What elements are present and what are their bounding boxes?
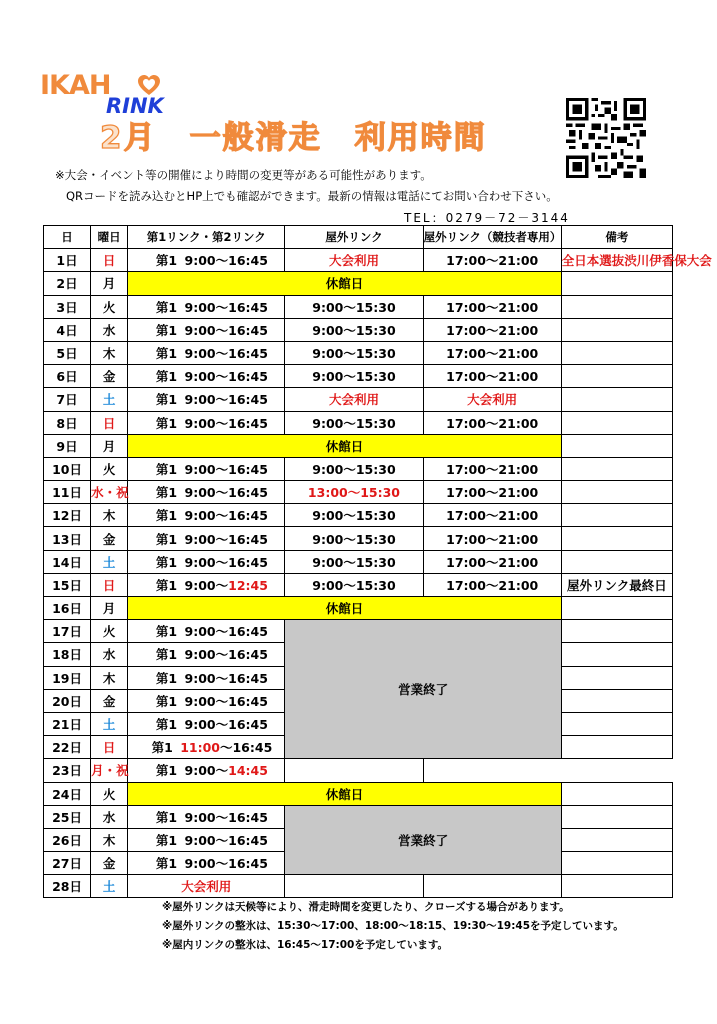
table-row <box>44 620 673 643</box>
weekday-cell: 金 <box>91 365 128 388</box>
rink12-cell <box>128 527 285 550</box>
day-cell: 16日 <box>44 597 91 620</box>
day-cell: 5日 <box>44 341 91 364</box>
rink12-time: 9:00～16:45 <box>184 299 268 315</box>
table-row <box>44 573 673 596</box>
footnote-indoor-resurfacing: ※屋内リンクの整氷は、16:45～17:00を予定しています。 <box>162 939 449 951</box>
weekday-cell: 金 <box>91 852 128 875</box>
day-cell: 13日 <box>44 527 91 550</box>
table-row <box>44 388 673 411</box>
table-row <box>44 805 673 828</box>
day-cell: 28日 <box>44 875 91 898</box>
rink12-time: 9:00～16:45 <box>184 346 268 362</box>
day-cell: 15日 <box>44 573 91 596</box>
notes-cell <box>561 620 672 643</box>
closed-day-cell: 休館日 <box>128 597 562 620</box>
weekday-cell: 金 <box>91 527 128 550</box>
notes-cell <box>561 643 672 666</box>
table-row <box>44 457 673 480</box>
header-day: 日 <box>44 226 91 249</box>
rink-label: 第1 <box>155 531 178 547</box>
competitor-cell: 17:00～21:00 <box>423 341 561 364</box>
rink12-cell <box>128 550 285 573</box>
rink12-time: 9:00～16:45 <box>184 461 268 477</box>
weekday-cell: 水 <box>91 643 128 666</box>
rink-label: 第1 <box>155 299 178 315</box>
competitor-cell: 17:00～21:00 <box>423 457 561 480</box>
rink-label: 第1 <box>155 717 178 733</box>
weekday-cell: 水 <box>91 805 128 828</box>
rink-label: 第1 <box>155 322 178 338</box>
notes-cell <box>561 805 672 828</box>
rink-label: 第1 <box>155 809 178 825</box>
day-cell: 22日 <box>44 736 91 759</box>
day-cell: 4日 <box>44 318 91 341</box>
rink12-time: 9:00～16:45 <box>184 322 268 338</box>
day-cell: 11日 <box>44 481 91 504</box>
outdoor-cell: 9:00～15:30 <box>285 457 423 480</box>
business-ended-cell: 営業終了 <box>285 805 561 875</box>
footnote-outdoor-resurfacing: ※屋外リンクの整氷は、15:30～17:00、18:00～18:15、19:30～19:45を予定しています。 <box>162 920 624 932</box>
rink12-cell <box>128 573 285 596</box>
header-rink12: 第1リンク・第2リンク <box>128 226 285 249</box>
day-cell: 3日 <box>44 295 91 318</box>
rink12-time: 9:00～ <box>184 763 229 779</box>
rink-label: 第1 <box>155 670 178 686</box>
rink12-time: 9:00～16:45 <box>184 531 268 547</box>
rink-label: 第1 <box>155 554 178 570</box>
table-row <box>44 318 673 341</box>
rink12-time-end: 14:45 <box>228 763 268 779</box>
weekday-cell: 日 <box>91 411 128 434</box>
rink12-time-end: 12:45 <box>228 577 268 593</box>
day-cell: 2日 <box>44 272 91 295</box>
weekday-cell: 土 <box>91 550 128 573</box>
schedule-table <box>43 225 712 898</box>
outdoor-cell: 9:00～15:30 <box>285 341 423 364</box>
competitor-cell: 17:00～21:00 <box>423 504 561 527</box>
weekday-cell: 土 <box>91 712 128 735</box>
rink12-cell <box>128 365 285 388</box>
notes-cell <box>561 434 672 457</box>
table-row <box>44 249 673 272</box>
table-row <box>44 759 673 782</box>
notes-cell <box>561 388 672 411</box>
rink12-cell <box>128 689 285 712</box>
outdoor-cell: 9:00～15:30 <box>285 504 423 527</box>
day-cell: 6日 <box>44 365 91 388</box>
outdoor-cell: 9:00～15:30 <box>285 411 423 434</box>
rink12-time: 9:00～16:45 <box>184 809 268 825</box>
closed-day-cell: 休館日 <box>128 434 562 457</box>
notes-cell <box>561 875 672 898</box>
competitor-cell <box>423 875 561 898</box>
logo-ikaho-text: IKAH <box>40 70 111 101</box>
rink12-cell <box>128 481 285 504</box>
competitor-cell: 17:00～21:00 <box>423 481 561 504</box>
competitor-cell: 17:00～21:00 <box>423 295 561 318</box>
weekday-cell: 水・祝 <box>91 481 128 504</box>
day-cell: 24日 <box>44 782 91 805</box>
header-weekday: 曜日 <box>91 226 128 249</box>
rink12-time: 9:00～16:45 <box>184 647 268 663</box>
rink12-time: 9:00～16:45 <box>184 392 268 408</box>
header-outdoor: 屋外リンク <box>285 226 423 249</box>
weekday-cell: 火 <box>91 295 128 318</box>
rink12-time: 9:00～16:45 <box>184 369 268 385</box>
rink12-time: 9:00～16:45 <box>184 624 268 640</box>
day-cell: 9日 <box>44 434 91 457</box>
competitor-cell: 17:00～21:00 <box>423 550 561 573</box>
weekday-cell: 土 <box>91 388 128 411</box>
notes-cell <box>561 341 672 364</box>
notes-cell <box>561 712 672 735</box>
notes-cell <box>561 828 672 851</box>
notes-cell <box>561 736 672 759</box>
rink-label: 第1 <box>155 346 178 362</box>
rink12-time: 9:00～16:45 <box>184 670 268 686</box>
rink12-time: 9:00～ <box>184 577 229 593</box>
telephone-number: TEL：0279－72－3144 <box>404 211 570 225</box>
table-row <box>44 597 673 620</box>
table-row <box>44 527 673 550</box>
rink12-cell <box>128 759 285 782</box>
rink-label: 第1 <box>155 693 178 709</box>
rink-label: 第1 <box>155 369 178 385</box>
notes-cell <box>561 481 672 504</box>
weekday-cell: 土 <box>91 875 128 898</box>
day-cell: 20日 <box>44 689 91 712</box>
notes-cell <box>561 318 672 341</box>
notes-cell <box>561 550 672 573</box>
closed-day-cell: 休館日 <box>128 782 562 805</box>
rink12-time: 9:00～16:45 <box>184 485 268 501</box>
notes-cell: 全日本選抜渋川伊香保大会 <box>561 249 672 272</box>
rink12-cell <box>128 504 285 527</box>
rink12-cell <box>128 341 285 364</box>
notice-qr-code: QRコードを読み込むとHP上でも確認ができます。最新の情報は電話にてお問い合わせ下さい。 <box>66 189 558 203</box>
rink12-cell <box>128 249 285 272</box>
rink12-time: 9:00～16:45 <box>184 415 268 431</box>
header-competitor: 屋外リンク（競技者専用） <box>423 226 561 249</box>
day-cell: 25日 <box>44 805 91 828</box>
rink-label: 第1 <box>155 253 178 269</box>
outdoor-cell: 9:00～15:30 <box>285 550 423 573</box>
rink-label: 第1 <box>155 392 178 408</box>
outdoor-cell: 9:00～15:30 <box>285 295 423 318</box>
day-cell: 19日 <box>44 666 91 689</box>
notes-cell <box>561 504 672 527</box>
day-cell: 7日 <box>44 388 91 411</box>
weekday-cell: 火 <box>91 457 128 480</box>
table-row <box>44 782 673 805</box>
day-cell: 12日 <box>44 504 91 527</box>
rink12-time: 9:00～16:45 <box>184 832 268 848</box>
day-cell: 10日 <box>44 457 91 480</box>
rink12-cell <box>128 643 285 666</box>
rink-label: 第1 <box>155 508 178 524</box>
weekday-cell: 木 <box>91 666 128 689</box>
table-row <box>44 411 673 434</box>
table-row <box>44 341 673 364</box>
weekday-cell: 金 <box>91 689 128 712</box>
rink12-cell <box>128 318 285 341</box>
day-cell: 18日 <box>44 643 91 666</box>
notes-cell <box>561 527 672 550</box>
page-title: 2月 一般滑走 利用時間 <box>100 120 487 156</box>
table-row <box>44 550 673 573</box>
outdoor-cell: 大会利用 <box>285 388 423 411</box>
rink12-time: 9:00～16:45 <box>184 554 268 570</box>
day-cell: 27日 <box>44 852 91 875</box>
notes-cell <box>561 597 672 620</box>
weekday-cell: 月 <box>91 434 128 457</box>
table-row <box>44 504 673 527</box>
closed-day-cell: 休館日 <box>128 272 562 295</box>
rink12-cell <box>128 666 285 689</box>
header-notes: 備考 <box>561 226 672 249</box>
day-cell: 21日 <box>44 712 91 735</box>
outdoor-cell: 9:00～15:30 <box>285 573 423 596</box>
competitor-cell: 17:00～21:00 <box>423 527 561 550</box>
weekday-cell: 月 <box>91 597 128 620</box>
notes-cell <box>285 759 423 782</box>
weekday-cell: 火 <box>91 782 128 805</box>
rink12-cell <box>128 295 285 318</box>
table-row <box>44 365 673 388</box>
rink-label: 第1 <box>155 461 178 477</box>
rink12-time-end: ～16:45 <box>219 740 273 756</box>
outdoor-cell: 13:00～15:30 <box>285 481 423 504</box>
notes-cell <box>561 689 672 712</box>
weekday-cell: 月 <box>91 272 128 295</box>
rink12-time: 9:00～16:45 <box>184 717 268 733</box>
rink12-cell <box>128 620 285 643</box>
logo-rink-text: RINK <box>106 94 164 118</box>
rink12-cell <box>128 388 285 411</box>
notes-cell <box>561 272 672 295</box>
business-ended-cell: 営業終了 <box>285 620 561 759</box>
rink12-cell <box>128 457 285 480</box>
rink12-time: 9:00～16:45 <box>184 693 268 709</box>
competitor-cell: 17:00～21:00 <box>423 411 561 434</box>
rink12-time: 9:00～16:45 <box>184 856 268 872</box>
rink-label: 第1 <box>155 577 178 593</box>
weekday-cell: 木 <box>91 341 128 364</box>
weekday-cell: 木 <box>91 504 128 527</box>
footnote-weather: ※屋外リンクは天候等により、滑走時間を変更したり、クローズする場合があります。 <box>162 901 570 913</box>
weekday-cell: 日 <box>91 736 128 759</box>
weekday-cell: 火 <box>91 620 128 643</box>
notes-cell <box>561 411 672 434</box>
notes-cell <box>561 666 672 689</box>
rink-label: 第1 <box>155 624 178 640</box>
rink12-time: 9:00～16:45 <box>184 508 268 524</box>
table-row <box>44 875 673 898</box>
rink-label: 第1 <box>155 832 178 848</box>
competitor-cell: 大会利用 <box>423 388 561 411</box>
outdoor-cell <box>285 875 423 898</box>
notice-change-possible: ※大会・イベント等の開催により時間の変更等がある可能性があります。 <box>55 168 432 182</box>
day-cell: 14日 <box>44 550 91 573</box>
competitor-cell: 17:00～21:00 <box>423 249 561 272</box>
day-cell: 1日 <box>44 249 91 272</box>
table-header-row <box>44 226 673 249</box>
table-row <box>44 272 673 295</box>
table-row <box>44 295 673 318</box>
outdoor-cell: 大会利用 <box>285 249 423 272</box>
notes-cell: 屋外リンク最終日 <box>561 573 672 596</box>
rink-label: 第1 <box>155 856 178 872</box>
rink-label: 第1 <box>151 740 173 756</box>
notes-cell <box>561 457 672 480</box>
weekday-cell: 日 <box>91 249 128 272</box>
rink12-cell <box>128 805 285 828</box>
outdoor-cell: 9:00～15:30 <box>285 527 423 550</box>
rink12-cell <box>128 852 285 875</box>
table-row <box>44 481 673 504</box>
rink12-cell <box>128 411 285 434</box>
rink12-cell <box>128 712 285 735</box>
rink12-cell <box>128 828 285 851</box>
rink-label: 第1 <box>155 647 178 663</box>
competitor-cell: 17:00～21:00 <box>423 365 561 388</box>
notes-cell <box>561 852 672 875</box>
qr-code-icon[interactable] <box>566 98 646 178</box>
day-cell: 8日 <box>44 411 91 434</box>
rink12-time: 11:00 <box>180 740 220 756</box>
rink-label: 第1 <box>155 485 178 501</box>
notes-cell <box>561 782 672 805</box>
notes-cell <box>561 365 672 388</box>
day-cell: 17日 <box>44 620 91 643</box>
day-cell: 23日 <box>44 759 91 782</box>
competitor-cell: 17:00～21:00 <box>423 318 561 341</box>
notes-cell <box>561 295 672 318</box>
competitor-cell: 17:00～21:00 <box>423 573 561 596</box>
rink12-time: 9:00～16:45 <box>184 253 268 269</box>
table-row <box>44 434 673 457</box>
outdoor-cell: 9:00～15:30 <box>285 365 423 388</box>
weekday-cell: 水 <box>91 318 128 341</box>
rink12-cell <box>128 736 285 759</box>
outdoor-cell: 9:00～15:30 <box>285 318 423 341</box>
weekday-cell: 木 <box>91 828 128 851</box>
weekday-cell: 日 <box>91 573 128 596</box>
day-cell: 26日 <box>44 828 91 851</box>
rink-label: 第1 <box>155 415 178 431</box>
weekday-cell: 月・祝 <box>91 759 128 782</box>
rink-label: 第1 <box>155 763 178 779</box>
rink12-cell: 大会利用 <box>128 875 285 898</box>
